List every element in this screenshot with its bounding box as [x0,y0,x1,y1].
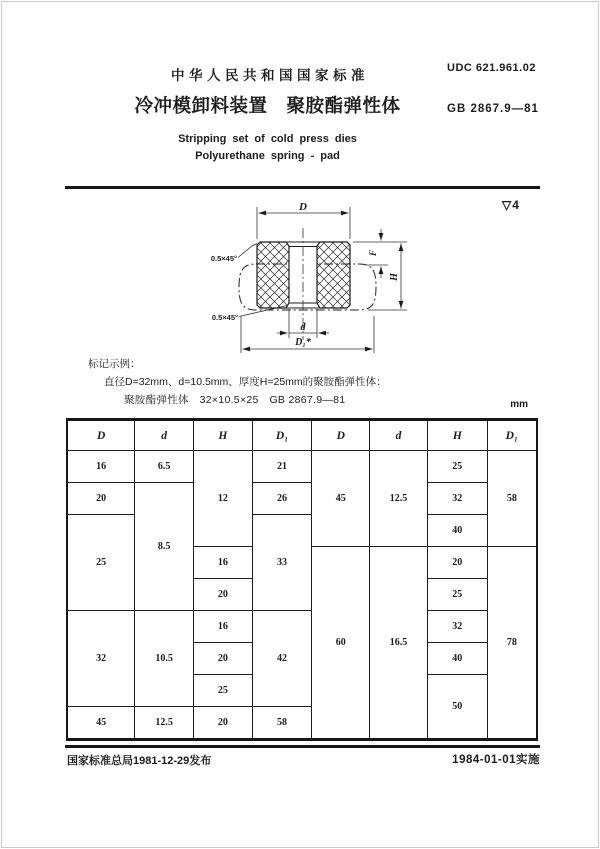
table-row [67,451,537,483]
col-header-d: d [135,420,194,451]
footer-divider-rule [65,745,540,748]
dim-label-H: H [389,273,400,281]
technical-drawing [185,198,420,358]
dimension-table [66,418,538,741]
table-cell: 33 [252,515,312,611]
col-header-D1: D₁ [487,420,537,451]
effective-date-text: 1984-01-01实施 [452,754,540,766]
table-cell: 32 [67,611,135,707]
issued-date-text: 国家标准总局1981-12-29发布 [67,755,212,767]
table-cell: 16 [67,451,135,483]
table-cell: 12.5 [370,451,428,547]
table-row [67,483,537,515]
english-title-line1: Stripping set of cold press dies [178,133,357,145]
table-cell: 10.5 [135,611,194,707]
table-cell: 40 [427,643,487,675]
table-cell: 20 [193,643,252,675]
table-cell: 20 [193,707,252,740]
chamfer-leader-top [238,244,257,258]
dim-label-D1: D₁* [295,337,311,348]
table-cell: 32 [427,611,487,643]
table-cell: 8.5 [135,483,194,611]
marking-example-line2: 聚胺酯弹性体 32×10.5×25 GB 2867.9—81 [124,394,346,406]
table-header-row [67,420,537,451]
table-cell: 26 [252,483,312,515]
table-unit-label: mm [510,399,528,410]
table-cell: 20 [193,579,252,611]
table-cell: 58 [252,707,312,740]
english-title-line2: Polyurethane spring - pad [195,150,340,162]
col-header-d: d [370,420,428,451]
table-cell: 45 [312,451,370,547]
table-cell: 40 [427,515,487,547]
marking-example-label: 标记示例： [88,358,141,370]
table-cell: 42 [252,611,312,707]
col-header-H: H [427,420,487,451]
udc-number: UDC 621.961.02 [447,62,536,74]
col-header-D1: D₁ [252,420,312,451]
standard-number: GB 2867.9—81 [447,103,539,115]
table-cell: 6.5 [135,451,194,483]
table-cell: 32 [427,483,487,515]
chamfer-label-top: 0.5×45° [210,254,237,263]
header-divider-rule [65,186,540,189]
table-cell: 20 [67,483,135,515]
dim-label-F: F [368,249,378,257]
table-cell: 50 [427,675,487,740]
national-standard-label: 中华人民共和国国家标准 [171,68,369,83]
table-cell: 25 [427,451,487,483]
surface-roughness-icon: ▽4 [502,198,520,212]
chamfer-label-bottom: 0.5×45° [211,313,238,322]
table-cell: 25 [427,579,487,611]
table-cell: 60 [312,547,370,740]
col-header-D: D [67,420,135,451]
col-header-H: H [193,420,252,451]
table-cell: 25 [193,675,252,707]
table-cell: 12 [193,451,252,547]
dim-label-d: d [300,322,306,333]
page-title: 冷冲模卸料装置 聚胺酯弹性体 [134,95,401,116]
cross-section-left [257,242,289,308]
table-row [67,611,537,643]
table-cell: 16 [193,547,252,579]
marking-example-line1: 直径D=32mm、d=10.5mm、厚度H=25mm的聚胺酯弹性体： [104,376,387,388]
cross-section-right [317,242,350,308]
col-header-D: D [312,420,370,451]
table-cell: 58 [487,451,537,547]
table-cell: 21 [252,451,312,483]
dim-label-D: D [299,201,307,213]
table-cell: 78 [487,547,537,740]
table-cell: 45 [67,707,135,740]
table-cell: 16.5 [370,547,428,740]
table-cell: 12.5 [135,707,194,740]
table-cell: 16 [193,611,252,643]
table-cell: 25 [67,515,135,611]
table-cell: 20 [427,547,487,579]
